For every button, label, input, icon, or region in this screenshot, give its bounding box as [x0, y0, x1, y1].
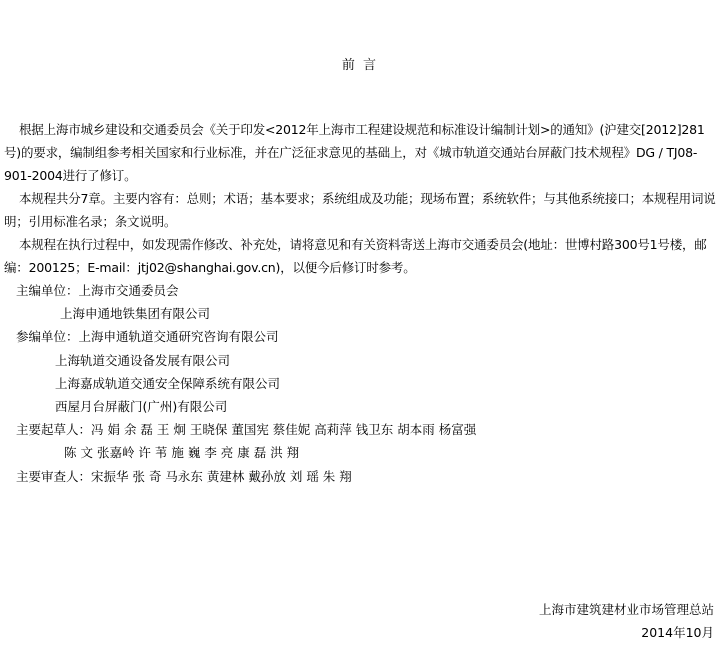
participating-unit-name: 上海轨道交通设备发展有限公司 — [55, 352, 231, 368]
participating-unit-name: 西屋月台屏蔽门(广州)有限公司 — [55, 399, 228, 415]
chief-unit-label: 主编单位： — [16, 283, 79, 298]
reviewers-names: 宋振华 张 奇 马永东 黄建林 戴孙放 刘 瑶 朱 翔 — [91, 468, 352, 484]
participating-unit-row — [0, 325, 720, 348]
drafters-names: 陈 文 张嘉岭 许 苇 施 巍 李 亮 康 磊 洪 翔 — [64, 445, 300, 461]
preface-body — [4, 118, 716, 279]
participating-unit-row — [0, 395, 720, 418]
signoff-organization: 上海市建筑建材业市场管理总站 — [538, 602, 714, 617]
page-title: 前 言 — [341, 58, 379, 73]
chief-unit-name: 上海申通地铁集团有限公司 — [60, 306, 211, 322]
participating-unit-name: 上海嘉成轨道交通安全保障系统有限公司 — [55, 375, 281, 391]
paragraph-feedback: 本规程在执行过程中，如发现需作修改、补充处，请将意见和有关资料寄送上海市交通委员会(地址：世博村路300号1号楼，邮编：200125；E-mail：jtj02@shanghai.gov.cn)，以便今后修订时参考。 — [4, 237, 707, 275]
participating-unit-row — [0, 349, 720, 372]
chief-unit-row — [0, 302, 720, 325]
reviewers-row — [0, 465, 720, 488]
paragraph-revision-basis: 根据上海市城乡建设和交通委员会《关于印发<2012年上海市工程建设规范和标准设计编制计划>的通知》(沪建交[2012]281号)的要求，编制组参考相关国家和行业标准，并在广泛征求意见的基础上，对《城市轨道交通站台屏蔽门技术规程》DG / TJ08-901-2004进行了修订。 — [4, 122, 705, 183]
participating-unit-name: 上海申通轨道交通研究咨询有限公司 — [78, 329, 279, 345]
reviewers-label: 主要审查人： — [16, 468, 92, 484]
participating-unit-label: 参编单位： — [16, 329, 79, 345]
chief-unit-name: 上海市交通委员会 — [78, 283, 179, 298]
paragraph-contents: 本规程共分7章。主要内容有：总则；术语；基本要求；系统组成及功能；现场布置；系统软件；与其他系统接口；本规程用词说明；引用标准名录；条文说明。 — [4, 191, 716, 229]
participating-unit-row — [0, 372, 720, 395]
signoff-block — [539, 598, 714, 644]
contributors-section — [0, 279, 720, 488]
drafters-row — [0, 418, 720, 441]
drafters-row — [0, 441, 720, 464]
chief-unit-row — [0, 279, 720, 302]
signoff-date: 2014年10月 — [641, 625, 714, 640]
drafters-names: 冯 娟 余 磊 王 炯 王晓保 董国宪 蔡佳妮 高莉萍 钱卫东 胡本雨 杨富强 — [91, 422, 477, 438]
drafters-label: 主要起草人： — [16, 422, 92, 438]
